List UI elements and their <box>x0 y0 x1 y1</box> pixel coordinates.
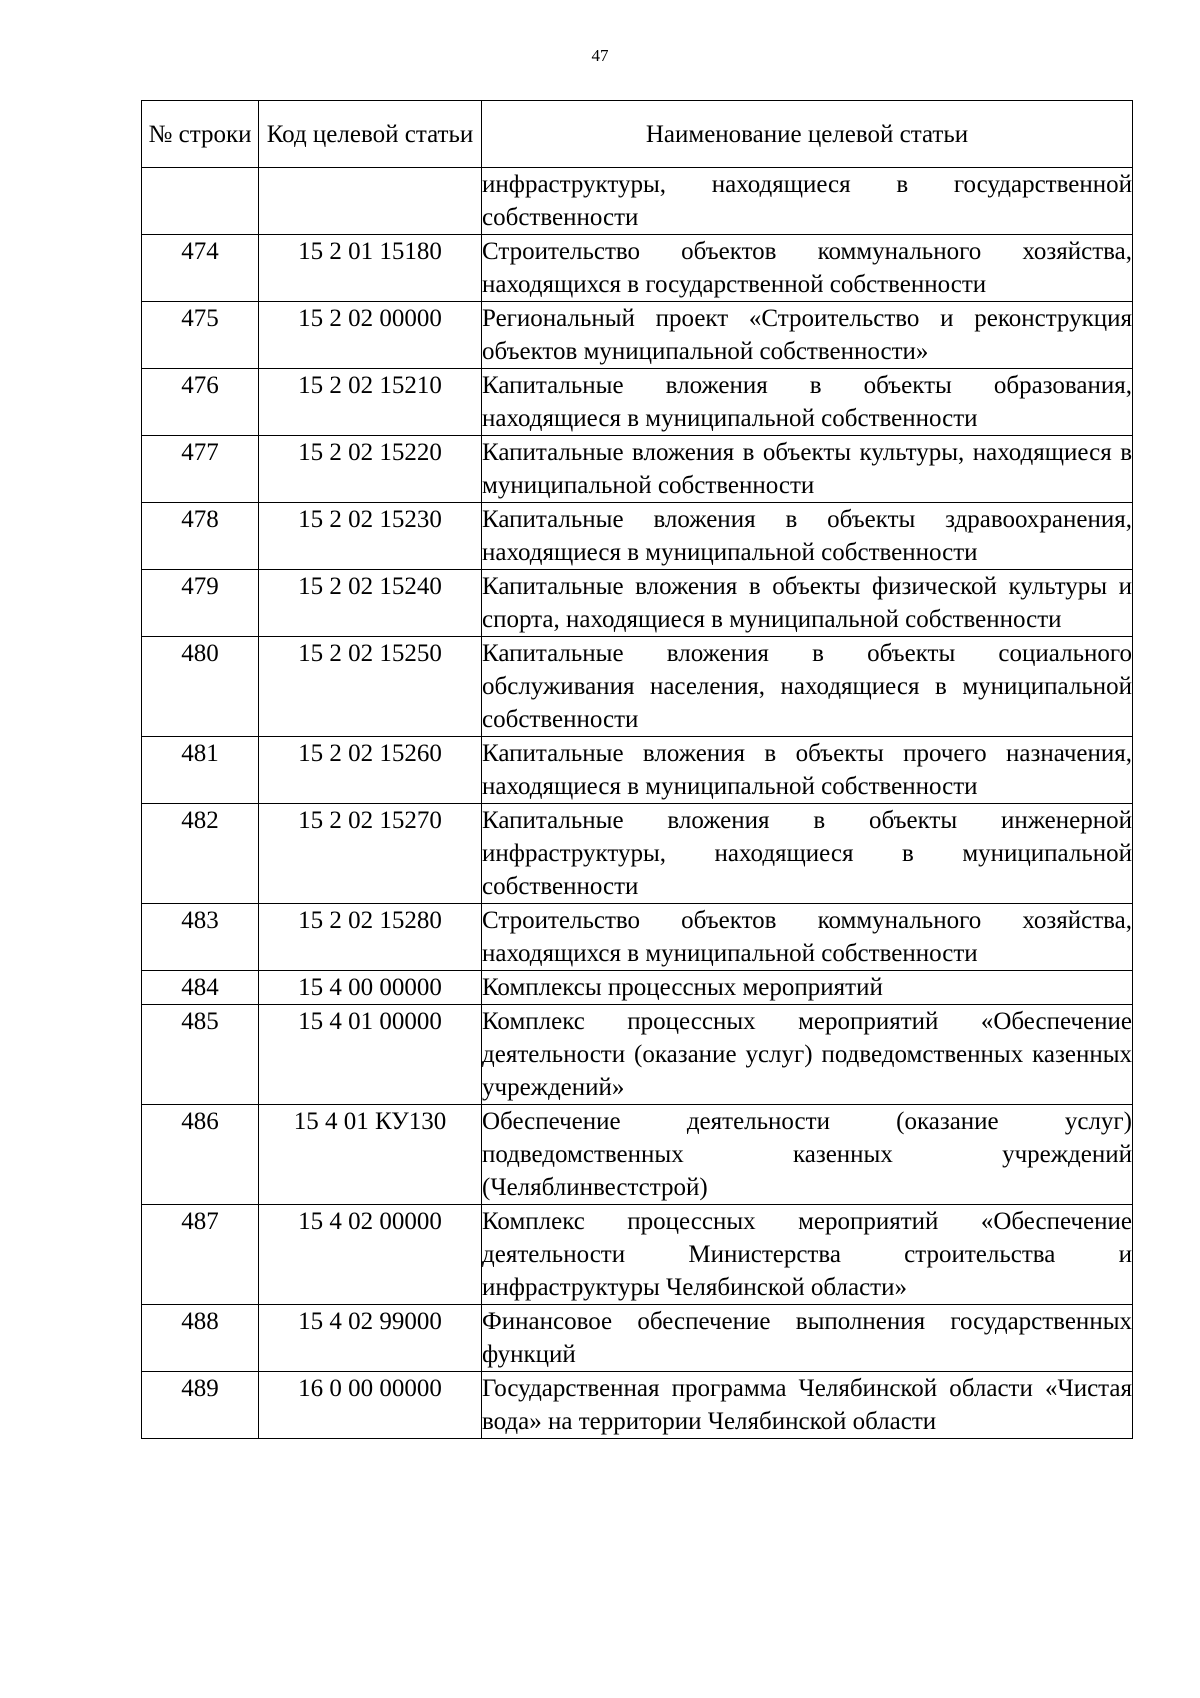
article-name-cell: Капитальные вложения в объекты образования, находящиеся в муниципальной собственности <box>482 369 1133 436</box>
table-row <box>142 168 1133 235</box>
article-name-cell: Капитальные вложения в объекты культуры, находящиеся в муниципальной собственности <box>482 436 1133 503</box>
article-code-cell: 15 2 02 15230 <box>259 503 482 570</box>
article-name-cell: инфраструктуры, находящиеся в государственной собственности <box>482 168 1133 235</box>
article-code-cell: 15 2 02 15280 <box>259 904 482 971</box>
article-name-cell: Государственная программа Челябинской области «Чистая вода» на территории Челябинской области <box>482 1372 1133 1439</box>
row-number-cell: 488 <box>142 1305 259 1372</box>
row-number-cell: 487 <box>142 1205 259 1305</box>
header-article-code: Код целевой статьи <box>259 101 482 168</box>
target-articles-table <box>141 100 1133 1439</box>
article-code-cell: 16 0 00 00000 <box>259 1372 482 1439</box>
article-code-cell: 15 2 02 15210 <box>259 369 482 436</box>
table-row <box>142 971 1133 1005</box>
header-article-name: Наименование целевой статьи <box>482 101 1133 168</box>
row-number-cell: 486 <box>142 1105 259 1205</box>
page-number: 47 <box>591 46 609 65</box>
article-name-cell: Капитальные вложения в объекты инженерной инфраструктуры, находящиеся в муниципальной собственности <box>482 804 1133 904</box>
table-row <box>142 637 1133 737</box>
article-name-cell: Комплекс процессных мероприятий «Обеспечение деятельности Министерства строительства и инфраструктуры Челябинской области» <box>482 1205 1133 1305</box>
table-row <box>142 1205 1133 1305</box>
article-code-cell <box>259 168 482 235</box>
table-row <box>142 369 1133 436</box>
header-row-number: № строки <box>142 101 259 168</box>
article-code-cell: 15 2 02 15250 <box>259 637 482 737</box>
row-number-cell <box>142 168 259 235</box>
article-name-cell: Строительство объектов коммунального хозяйства, находящихся в государственной собственности <box>482 235 1133 302</box>
table-row <box>142 1005 1133 1105</box>
table-row <box>142 1305 1133 1372</box>
row-number-cell: 484 <box>142 971 259 1005</box>
article-code-cell: 15 2 02 15220 <box>259 436 482 503</box>
article-code-cell: 15 4 00 00000 <box>259 971 482 1005</box>
article-name-cell: Региональный проект «Строительство и реконструкция объектов муниципальной собственности» <box>482 302 1133 369</box>
row-number-cell: 485 <box>142 1005 259 1105</box>
row-number-cell: 477 <box>142 436 259 503</box>
article-name-cell: Строительство объектов коммунального хозяйства, находящихся в муниципальной собственности <box>482 904 1133 971</box>
table-body <box>142 168 1133 1439</box>
table-row <box>142 804 1133 904</box>
row-number-cell: 476 <box>142 369 259 436</box>
table-row <box>142 503 1133 570</box>
article-code-cell: 15 2 02 15240 <box>259 570 482 637</box>
article-name-cell: Комплексы процессных мероприятий <box>482 971 1133 1005</box>
article-code-cell: 15 2 02 15270 <box>259 804 482 904</box>
article-code-cell: 15 4 02 99000 <box>259 1305 482 1372</box>
article-code-cell: 15 2 02 00000 <box>259 302 482 369</box>
table-row <box>142 737 1133 804</box>
table-row <box>142 436 1133 503</box>
row-number-cell: 475 <box>142 302 259 369</box>
article-name-cell: Капитальные вложения в объекты здравоохранения, находящиеся в муниципальной собственности <box>482 503 1133 570</box>
row-number-cell: 478 <box>142 503 259 570</box>
article-name-cell: Финансовое обеспечение выполнения государственных функций <box>482 1305 1133 1372</box>
article-code-cell: 15 2 01 15180 <box>259 235 482 302</box>
article-code-cell: 15 2 02 15260 <box>259 737 482 804</box>
row-number-cell: 481 <box>142 737 259 804</box>
article-name-cell: Капитальные вложения в объекты прочего назначения, находящиеся в муниципальной собственности <box>482 737 1133 804</box>
article-code-cell: 15 4 01 00000 <box>259 1005 482 1105</box>
table-row <box>142 302 1133 369</box>
article-code-cell: 15 4 01 КУ130 <box>259 1105 482 1205</box>
article-name-cell: Обеспечение деятельности (оказание услуг) подведомственных казенных учреждений (Челяблинвестстрой) <box>482 1105 1133 1205</box>
table-row <box>142 904 1133 971</box>
table-row <box>142 570 1133 637</box>
table-header-row <box>142 101 1133 168</box>
table-row <box>142 1372 1133 1439</box>
row-number-cell: 479 <box>142 570 259 637</box>
row-number-cell: 480 <box>142 637 259 737</box>
article-code-cell: 15 4 02 00000 <box>259 1205 482 1305</box>
row-number-cell: 489 <box>142 1372 259 1439</box>
row-number-cell: 482 <box>142 804 259 904</box>
row-number-cell: 474 <box>142 235 259 302</box>
table-row <box>142 1105 1133 1205</box>
article-name-cell: Капитальные вложения в объекты социального обслуживания населения, находящиеся в муниципальной собственности <box>482 637 1133 737</box>
article-name-cell: Капитальные вложения в объекты физической культуры и спорта, находящиеся в муниципальной собственности <box>482 570 1133 637</box>
row-number-cell: 483 <box>142 904 259 971</box>
table-row <box>142 235 1133 302</box>
article-name-cell: Комплекс процессных мероприятий «Обеспечение деятельности (оказание услуг) подведомственных казенных учреждений» <box>482 1005 1133 1105</box>
